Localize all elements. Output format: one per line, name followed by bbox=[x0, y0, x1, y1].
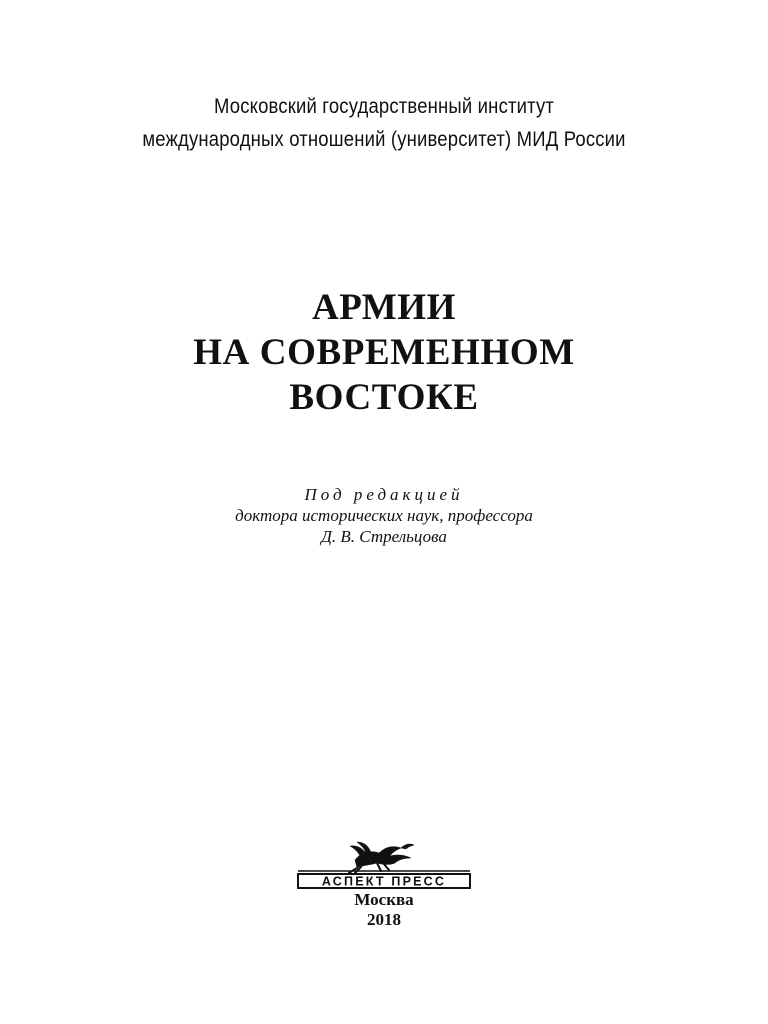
publisher-block bbox=[0, 838, 768, 930]
editor-line-1: Под редакцией bbox=[304, 485, 464, 504]
title-line-1: АРМИИ bbox=[311, 287, 457, 328]
book-title bbox=[0, 285, 768, 420]
title-line-2: НА СОВРЕМЕННОМ bbox=[193, 332, 575, 373]
logo-text: АСПЕКТ ПРЕСС bbox=[321, 874, 447, 889]
horse-icon bbox=[349, 842, 414, 873]
title-line-3: ВОСТОКЕ bbox=[289, 377, 479, 418]
institution-line-1: Московский государственный институт bbox=[213, 95, 555, 118]
editor-line-2: доктора исторических наук, профессора bbox=[235, 506, 533, 525]
editor-line-3: Д. В. Стрельцова bbox=[321, 527, 447, 546]
institution-line-2: международных отношений (университет) МИД России bbox=[142, 128, 626, 151]
editor-block bbox=[0, 484, 768, 547]
institution-name bbox=[46, 90, 722, 156]
logo-wordmark bbox=[298, 871, 470, 889]
publisher-city: Москва bbox=[354, 890, 414, 909]
publication-year: 2018 bbox=[367, 910, 401, 929]
publisher-logo bbox=[297, 838, 471, 890]
